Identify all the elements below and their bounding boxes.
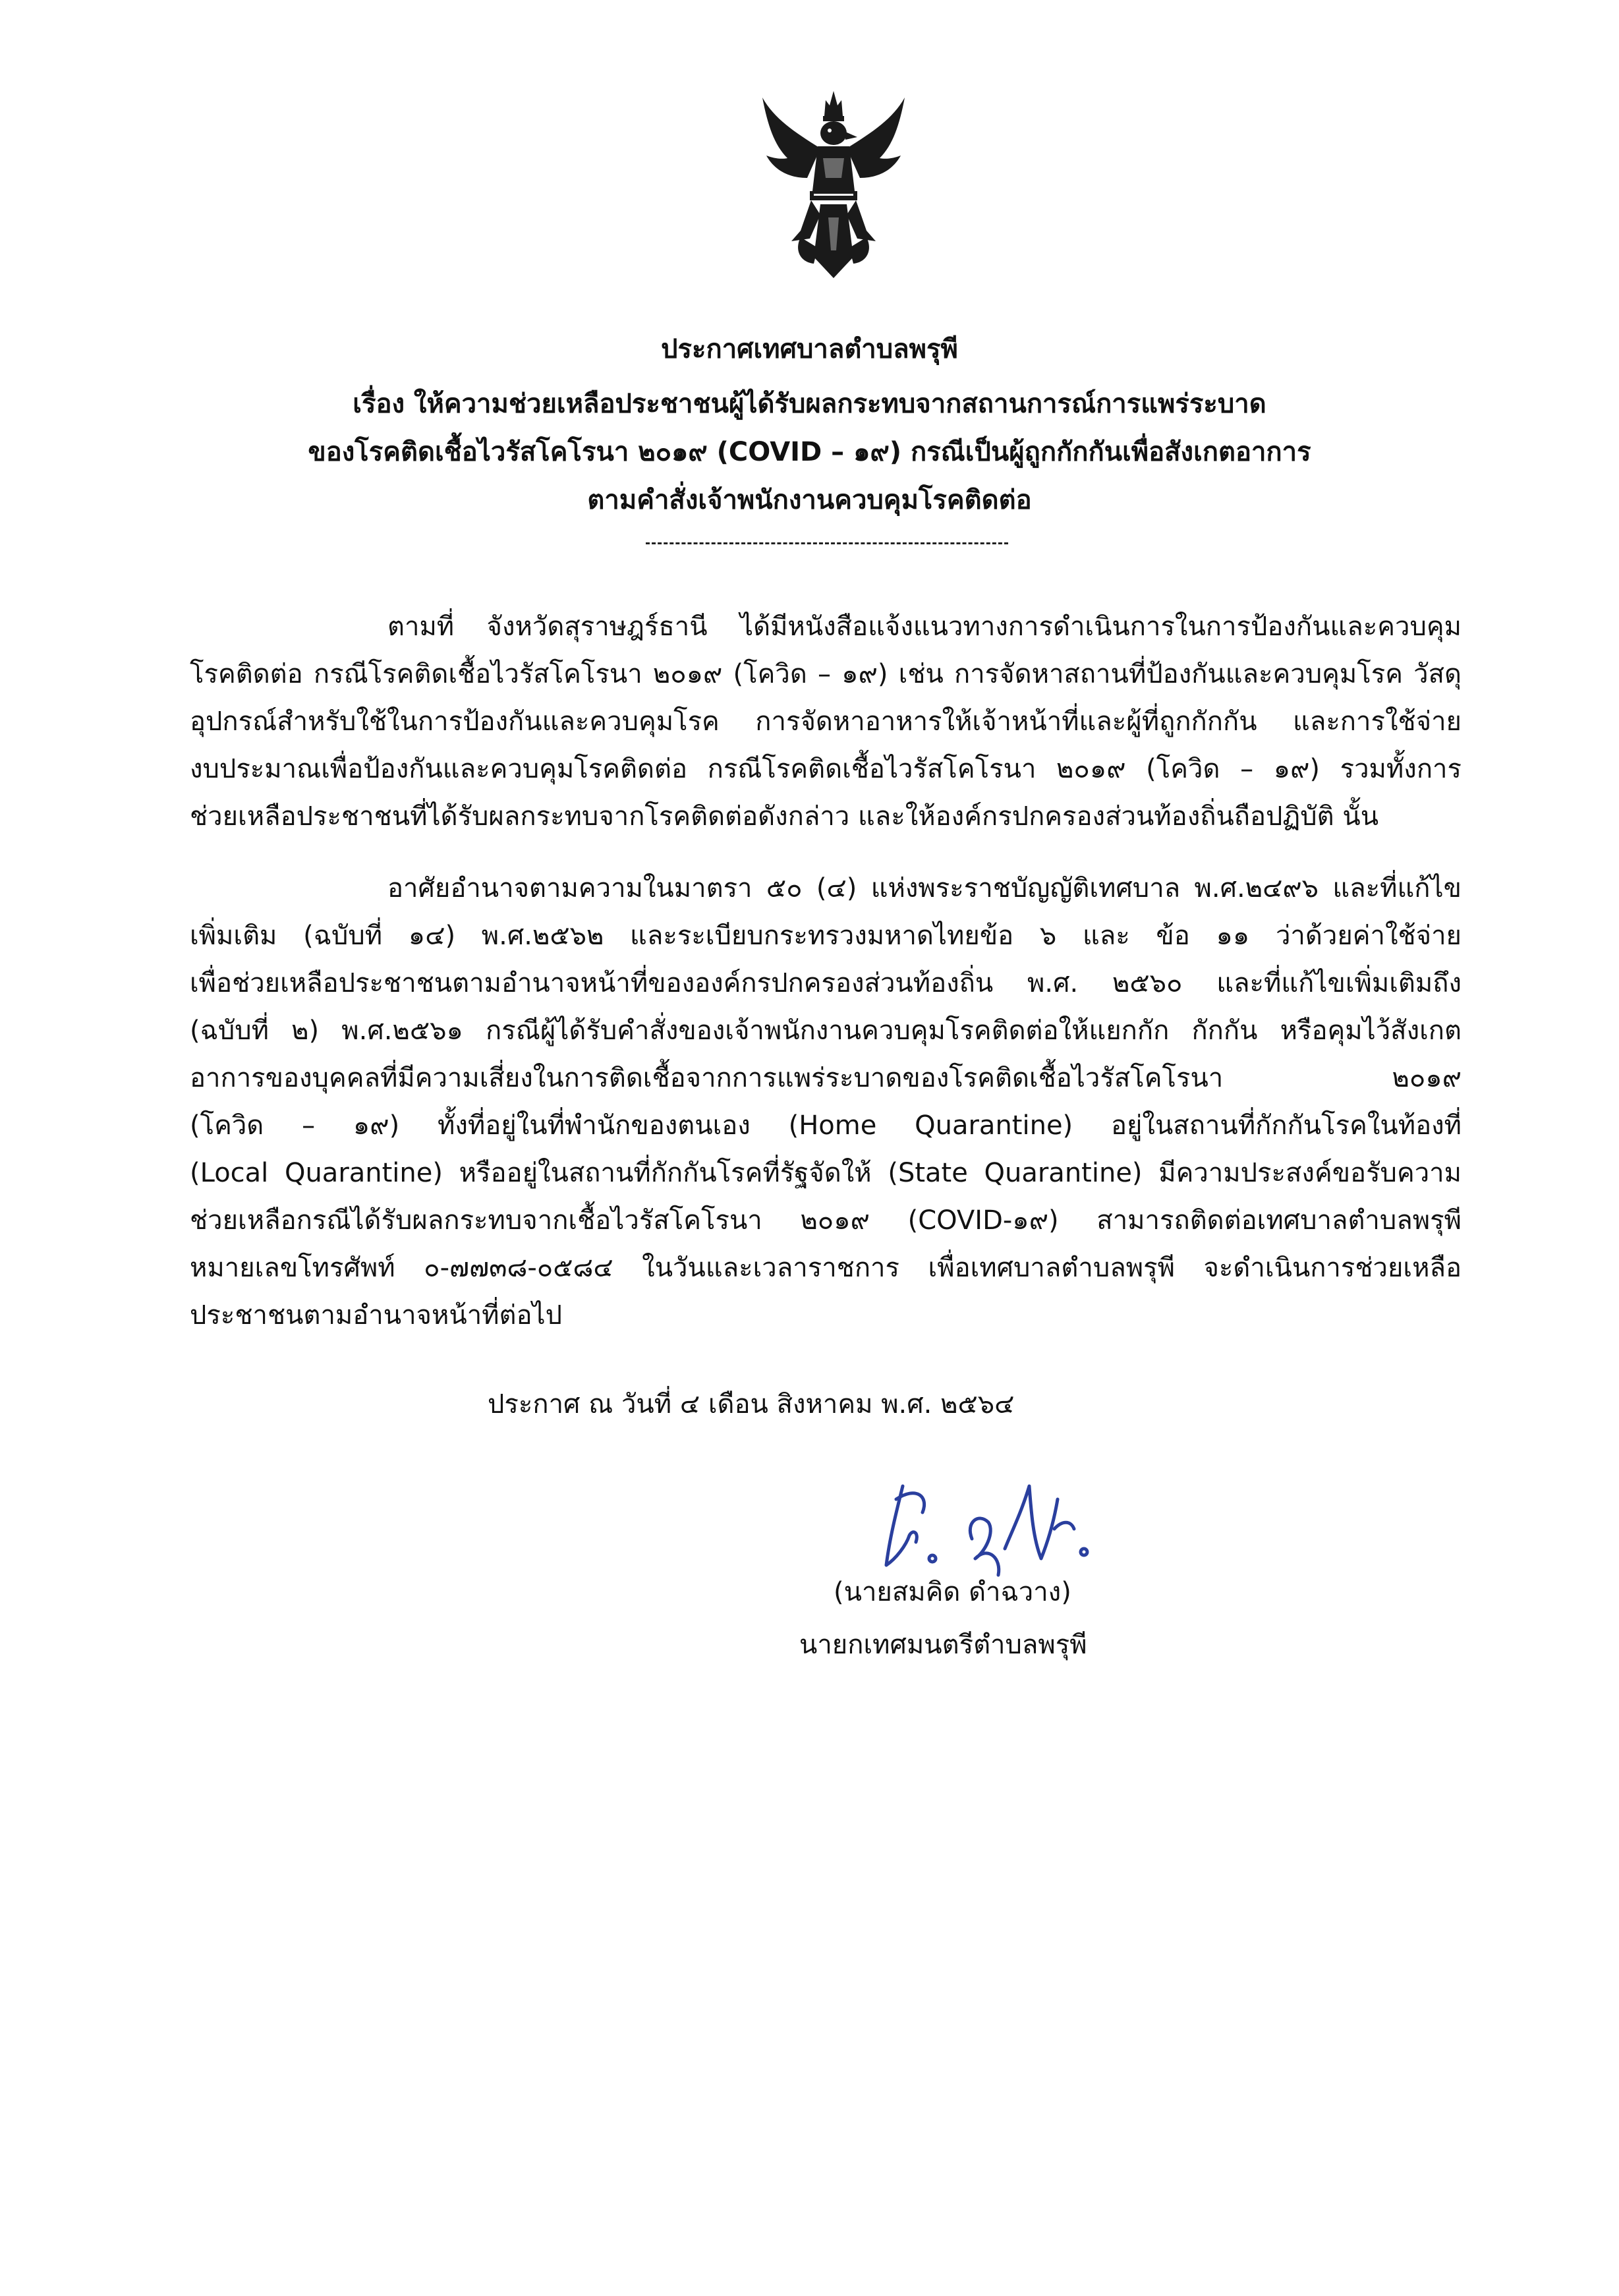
paragraph-line: ช่วยเหลือกรณีได้รับผลกระทบจากเชื้อไวรัสโคโรนา ๒๐๑๙ (COVID-๑๙) สามารถติดต่อเทศบาลตำบลพรุพี (190, 1205, 1462, 1236)
announcement-date: ประกาศ ณ วันที่ ๔ เดือน สิงหาคม พ.ศ. ๒๕๖๔ (488, 1389, 1015, 1420)
subject-line-3: ตามคำสั่งเจ้าพนักงานควบคุมโรคติดต่อ (587, 485, 1032, 515)
paragraph-line: เพื่อช่วยเหลือประชาชนตามอำนาจหน้าที่ขององค์กรปกครองส่วนท้องถิ่น พ.ศ. ๒๕๖๐ และที่แก้ไขเพิ่มเติมถึง (190, 968, 1462, 998)
paragraph-line: หมายเลขโทรศัพท์ ๐-๗๗๓๘-๐๕๘๔ ในวันและเวลาราชการ เพื่อเทศบาลตำบลพรุพี จะดำเนินการช่วยเหลือ (190, 1253, 1462, 1283)
subject-line-1: เรื่อง ให้ความช่วยเหลือประชาชนผู้ได้รับผลกระทบจากสถานการณ์การแพร่ระบาด (353, 389, 1266, 419)
subject-line-2: ของโรคติดเชื้อไวรัสโคโรนา ๒๐๑๙ (COVID – ๑๙) กรณีเป็นผู้ถูกกักกันเพื่อสังเกตอาการ (308, 437, 1311, 467)
paragraph-line: โรคติดต่อ กรณีโรคติดเชื้อไวรัสโคโรนา ๒๐๑๙ (โควิด – ๑๙) เช่น การจัดหาสถานที่ป้องกันและควบคุมโรค วัสดุ (190, 659, 1462, 689)
paragraph-1 (190, 603, 1462, 840)
paragraph-line: อุปกรณ์สำหรับใช้ในการป้องกันและควบคุมโรค การจัดหาอาหารให้เจ้าหน้าที่และผู้ที่ถูกกักกัน และการใช้จ่าย (190, 706, 1462, 737)
paragraph-line: (ฉบับที่ ๒) พ.ศ.๒๕๖๑ กรณีผู้ได้รับคำสั่งของเจ้าพนักงานควบคุมโรคติดต่อให้แยกกัก กักกัน หรือคุมไว้สังเกต (190, 1016, 1462, 1046)
paragraph-line: ช่วยเหลือประชาชนที่ได้รับผลกระทบจากโรคติดต่อดังกล่าว และให้องค์กรปกครองส่วนท้องถิ่นถือปฏิบัติ นั้น (190, 801, 1379, 832)
signature (857, 1460, 1133, 1585)
paragraph-line: ตามที่ จังหวัดสุราษฎร์ธานี ได้มีหนังสือแจ้งแนวทางการดำเนินการในการป้องกันและควบคุม (387, 612, 1462, 642)
title-divider (646, 542, 1008, 544)
paragraph-2 (190, 865, 1462, 1339)
document-title: ประกาศเทศบาลตำบลพรุพี (661, 334, 958, 364)
signatory-name: (นายสมคิด ดำฉวาง) (834, 1577, 1071, 1607)
garuda-emblem (754, 86, 913, 283)
paragraph-line: อาการของบุคคลที่มีความเสี่ยงในการติดเชื้อจากการแพร่ระบาดของโรคติดเชื้อไวรัสโคโรนา ๒๐๑๙ (190, 1063, 1462, 1093)
paragraph-line: งบประมาณเพื่อป้องกันและควบคุมโรคติดต่อ กรณีโรคติดเชื้อไวรัสโคโรนา ๒๐๑๙ (โควิด – ๑๙) รวมทั้งการ (190, 754, 1462, 784)
paragraph-line: อาศัยอำนาจตามความในมาตรา ๕๐ (๔) แห่งพระราชบัญญัติเทศบาล พ.ศ.๒๔๙๖ และที่แก้ไข (387, 873, 1462, 904)
signatory-position: นายกเทศมนตรีตำบลพรุพี (799, 1630, 1087, 1660)
paragraph-line: ประชาชนตามอำนาจหน้าที่ต่อไป (190, 1300, 563, 1331)
paragraph-line: (Local Quarantine) หรืออยู่ในสถานที่กักกันโรคที่รัฐจัดให้ (State Quarantine) มีความประสงค์ขอรับความ (190, 1158, 1462, 1188)
paragraph-line: เพิ่มเติม (ฉบับที่ ๑๔) พ.ศ.๒๕๖๒ และระเบียบกระทรวงมหาดไทยข้อ ๖ และ ข้อ ๑๑ ว่าด้วยค่าใช้จ่าย (190, 921, 1462, 951)
paragraph-line: (โควิด – ๑๙) ทั้งที่อยู่ในที่พำนักของตนเอง (Home Quarantine) อยู่ในสถานที่กักกันโรคในท้องที่ (190, 1110, 1462, 1141)
